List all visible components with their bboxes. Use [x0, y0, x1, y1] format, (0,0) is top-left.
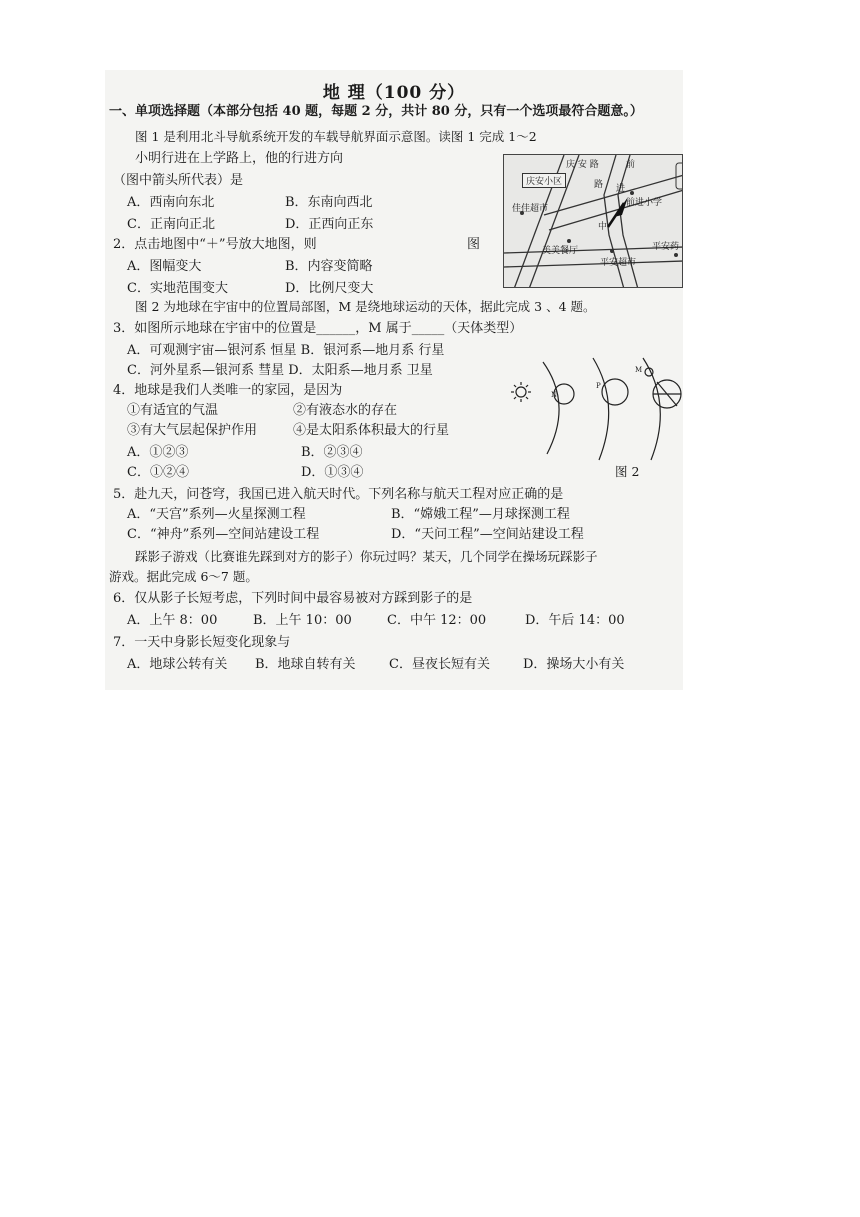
q3-options-cd: C．河外星系—银河系 彗星 D．太阳系—地月系 卫星	[127, 363, 433, 378]
label-n: N	[551, 391, 558, 399]
q2-option-a: A．图幅变大	[127, 259, 202, 274]
q4-condition-4: ④是太阳系体积最大的行星	[293, 423, 450, 438]
section-heading: 一、单项选择题（本部分包括 40 题，每题 2 分，共计 80 分，只有一个选项最符合题意。）	[109, 104, 643, 119]
q4-condition-3: ③有大气层起保护作用	[127, 423, 258, 438]
orbit-diagram	[503, 354, 683, 484]
q6-option-b: B．上午 10：00	[253, 613, 352, 628]
q5-option-d: D．“天问工程”—空间站建设工程	[391, 527, 584, 542]
q2-option-c: C．实地范围变大	[127, 281, 228, 296]
q4-option-c: C．①②④	[127, 465, 189, 480]
figure1-label: 图	[467, 237, 481, 252]
map-label-qian: 前	[626, 160, 636, 170]
q6-option-d: D．午后 14：00	[525, 613, 625, 628]
map-label-meimei-restaurant: 美美餐厅	[542, 246, 579, 256]
q2-stem: 2．点击地图中“＋”号放大地图，则	[113, 237, 317, 252]
q5-option-c: C．“神舟”系列—空间站建设工程	[127, 527, 320, 542]
q6-option-c: C．中午 12：00	[387, 613, 487, 628]
universe-position-figure	[503, 354, 683, 484]
map-label-qingan-road: 庆 安 路	[566, 160, 599, 170]
q4-condition-2: ②有液态水的存在	[293, 403, 398, 418]
q4-condition-1: ①有适宜的气温	[127, 403, 219, 418]
map-label-jiajia-supermarket: 佳佳超市	[512, 204, 549, 214]
q1-stem-line2: （图中箭头所代表）是	[113, 173, 244, 188]
q1-option-b: B．东南向西北	[285, 195, 373, 210]
label-p: P	[596, 382, 601, 390]
intro-figure1: 图 1 是利用北斗导航系统开发的车载导航界面示意图。读图 1 完成 1～2	[135, 129, 537, 144]
map-label-zhong: 中	[598, 222, 608, 232]
map-label-lu: 路	[594, 180, 604, 190]
page-title: 地 理（100 分）	[322, 83, 466, 103]
q1-option-c: C．正南向正北	[127, 217, 215, 232]
figure2-caption: 图 2	[615, 464, 640, 479]
intro-shadow-game-line1: 踩影子游戏（比赛谁先踩到对方的影子）你玩过吗？某天，几个同学在操场玩踩影子	[135, 549, 598, 564]
q6-stem: 6．仅从影子长短考虑，下列时间中最容易被对方踩到影子的是	[113, 591, 473, 606]
q4-option-a: A．①②③	[127, 445, 189, 460]
q2-option-b: B．内容变简略	[285, 259, 373, 274]
label-m: M	[635, 366, 643, 374]
q7-option-a: A．地球公转有关	[127, 657, 228, 672]
intro-figure2: 图 2 为地球在宇宙中的位置局部图，M 是绕地球运动的天体，据此完成 3 、4 题。	[135, 299, 596, 314]
q7-option-d: D．操场大小有关	[523, 657, 625, 672]
q3-options-ab: A．可观测宇宙—银河系 恒星 B．银河系—地月系 行星	[127, 343, 445, 358]
q2-option-d: D．比例尺变大	[285, 281, 374, 296]
q5-stem: 5．赴九天，问苍穹，我国已进入航天时代。下列名称与航天工程对应正确的是	[113, 487, 564, 502]
q3-stem: 3．如图所示地球在宇宙中的位置是______，M 属于_____（天体类型）	[113, 321, 523, 336]
q4-option-b: B．②③④	[301, 445, 363, 460]
q6-option-a: A．上午 8：00	[127, 613, 218, 628]
navigation-map-figure	[503, 154, 683, 288]
q5-option-a: A．“天宫”系列—火星探测工程	[127, 507, 306, 522]
q1-option-a: A．西南向东北	[127, 195, 215, 210]
q7-option-b: B．地球自转有关	[255, 657, 356, 672]
exam-sheet	[105, 70, 683, 690]
q1-option-d: D．正西向正东	[285, 217, 374, 232]
q7-option-c: C．昼夜长短有关	[389, 657, 490, 672]
map-label-jin: 进	[616, 184, 626, 194]
map-label-pingan-pharmacy: 平安药	[652, 242, 680, 252]
q1-stem-line1: 小明行进在上学路上，他的行进方向	[135, 151, 344, 166]
q7-stem: 7．一天中身影长短变化现象与	[113, 635, 291, 650]
q4-option-d: D．①③④	[301, 465, 364, 480]
q5-option-b: B．“嫦娥工程”—月球探测工程	[391, 507, 570, 522]
intro-shadow-game-line2: 游戏。据此完成 6～7 题。	[109, 569, 258, 584]
q4-stem: 4．地球是我们人类唯一的家园，是因为	[113, 383, 343, 398]
map-label-qingan-community: 庆安小区	[522, 173, 566, 188]
map-label-pingan-supermarket: 平安超市	[600, 258, 637, 268]
map-label-qianjin-school: 前进小学	[626, 198, 663, 208]
